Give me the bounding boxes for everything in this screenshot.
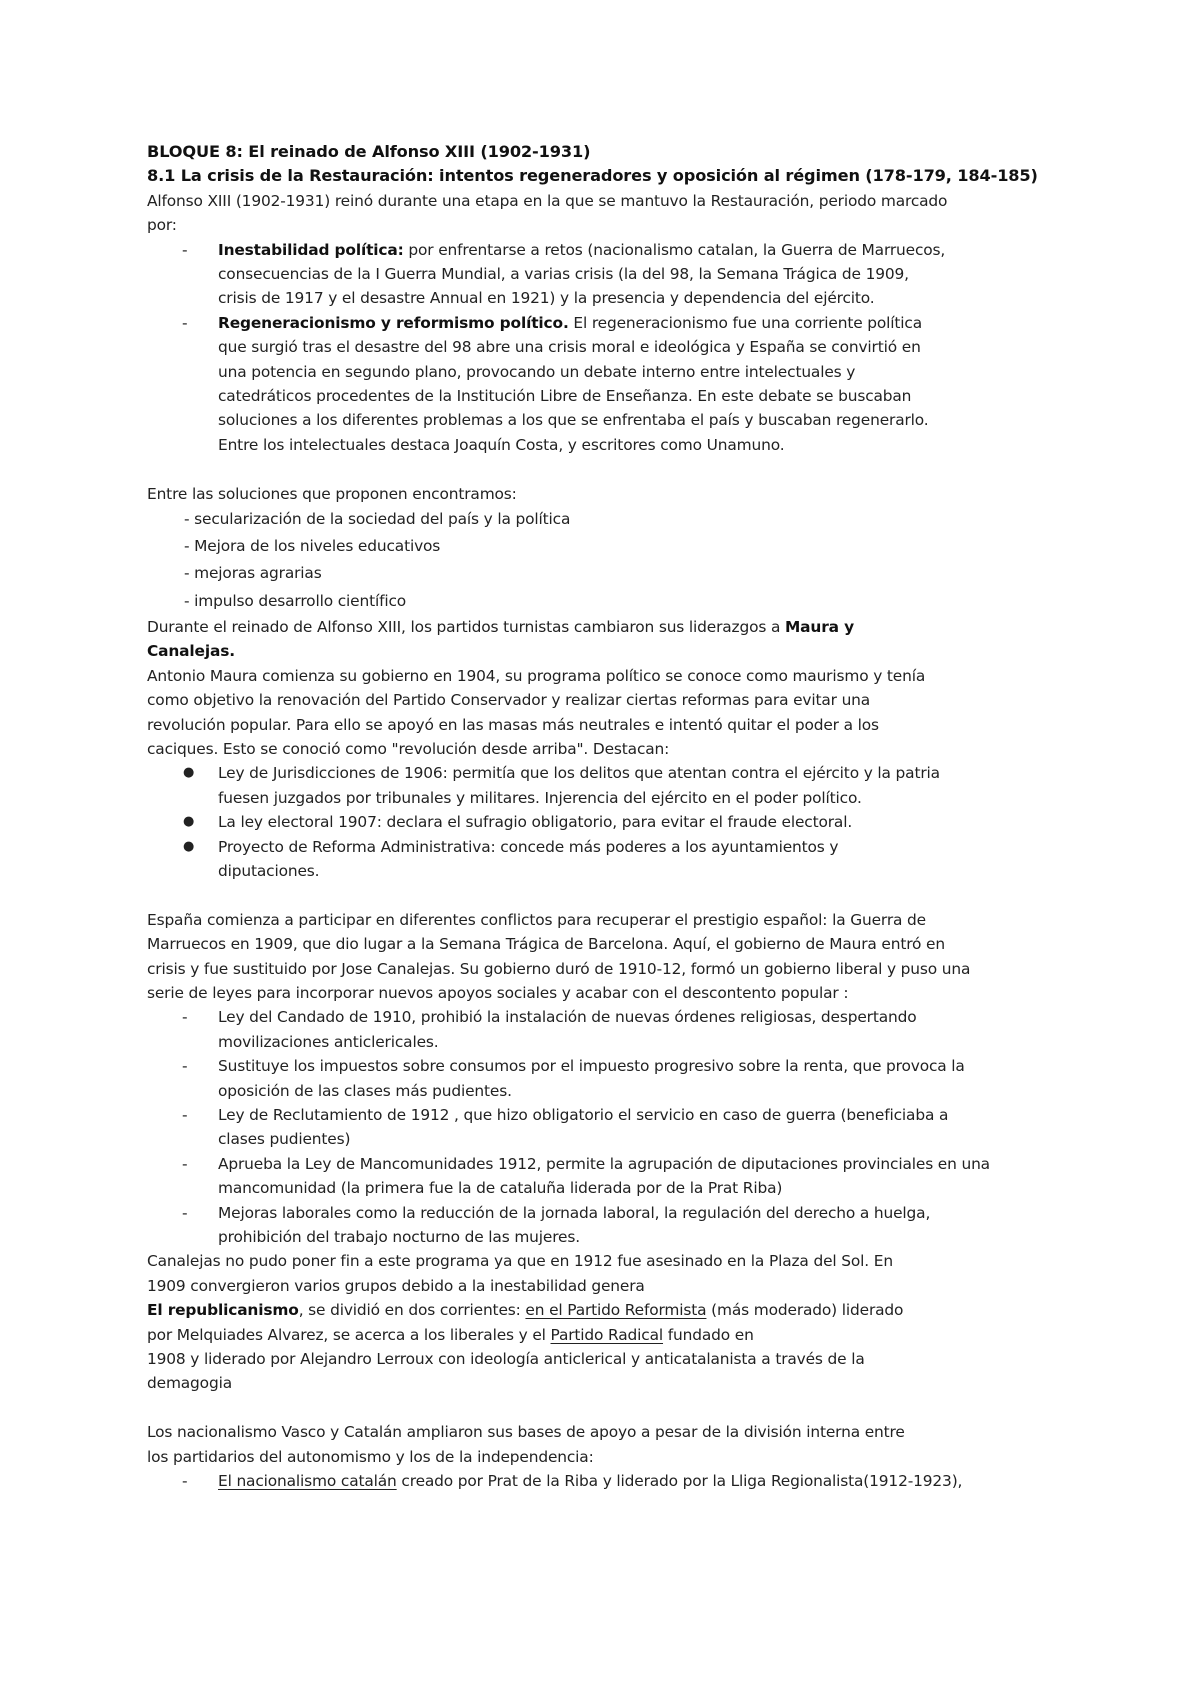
dash-marker: -: [182, 313, 188, 332]
list-item: [182, 1201, 990, 1250]
canalejas-end-line-2: 1909 convergieron varios grupos debido a la inestabilidad genera: [147, 1276, 645, 1295]
bullet-marker: ●: [183, 765, 195, 781]
list-item: [183, 761, 970, 810]
turnistas-leaders: Maura y Canalejas.: [147, 617, 854, 661]
turnistas-text: Durante el reinado de Alfonso XIII, los partidos turnistas cambiaron sus liderazgos a: [147, 617, 786, 636]
list-item: [182, 311, 950, 457]
item-text: El regeneracionismo fue una corriente política que surgió tras el desastre del 98 abre una crisis moral e ideológica y España se convirtió en una potencia en segundo plano, provocando un debate interno entre intelectuales y catedráticos procedentes de la Institución Libre de Enseñanza. En este debate se buscaban soluciones a los diferentes problemas a los que se enfrentaba el país y buscaban regenerarlo. Entre los intelectuales destaca Joaquín Costa, y escritores como Unamuno.: [218, 313, 929, 454]
paragraph-text: , se dividió en dos corrientes:: [298, 1301, 526, 1320]
dash-marker: -: [182, 1472, 188, 1491]
solutions-intro: Entre las soluciones que proponen encontramos:: [147, 484, 517, 503]
item-text: La ley electoral 1907: declara el sufragio obligatorio, para evitar el fraude electoral.: [218, 813, 853, 832]
bullet-marker: ●: [183, 814, 195, 830]
item-text: Ley del Candado de 1910, prohibió la instalación de nuevas órdenes religiosas, despertando movilizaciones anticlericales.: [218, 1008, 917, 1051]
dash-marker: -: [182, 240, 188, 259]
item-text: Ley de Jurisdicciones de 1906: permitía que los delitos que atentan contra el ejército y la patria fuesen juzgados por tribunales y militares. Injerencia del ejército en el poder político.: [218, 764, 940, 807]
paragraph-text: fundado en: [663, 1325, 754, 1344]
list-item: [182, 1054, 990, 1103]
list-item: [183, 835, 970, 884]
list-item: - Mejora de los niveles educativos: [184, 537, 441, 556]
item-text: Aprueba la Ley de Mancomunidades 1912, permite la agrupación de diputaciones provinciales en una mancomunidad (la primera fue la de cataluña liderada por de la Prat Riba): [218, 1154, 990, 1198]
list-item: [182, 1005, 990, 1054]
dash-marker: -: [182, 1057, 188, 1076]
section-heading: 8.1 La crisis de la Restauración: intentos regeneradores y oposición al régimen (178-179, 184-185): [147, 166, 1038, 186]
nacionalismo-line-1: Los nacionalismo Vasco y Catalán ampliaron sus bases de apoyo a pesar de la división interna entre: [147, 1423, 905, 1442]
paragraph-text: 1908 y liderado por Alejandro Lerroux con ideología anticlerical y anticatalanista a través de la: [147, 1350, 865, 1369]
list-item: [182, 1469, 1080, 1493]
intro-paragraph: Alfonso XIII (1902-1931) reinó durante una etapa en la que se mantuvo la Restauración, periodo marcado por:: [147, 191, 948, 235]
item-text: Mejoras laborales como la reducción de la jornada laboral, la regulación del derecho a huelga, prohibición del trabajo nocturno de las mujeres.: [218, 1203, 931, 1247]
restoration-features-list: [147, 238, 1080, 458]
item-text: Sustituye los impuestos sobre consumos por el impuesto progresivo sobre la renta, que provoca la oposición de las clases más pudientes.: [218, 1057, 965, 1100]
list-item: [182, 1152, 990, 1201]
list-item: [182, 238, 950, 311]
item-heading: Inestabilidad política:: [218, 240, 404, 259]
paragraph-text: por Melquiades Alvarez, se acerca a los liberales y el: [147, 1325, 551, 1344]
dash-marker: -: [182, 1203, 188, 1222]
dash-marker: -: [182, 1106, 188, 1124]
republicanismo-heading: El republicanismo: [147, 1301, 299, 1320]
document-title: BLOQUE 8: El reinado de Alfonso XIII (1902-1931): [147, 142, 591, 161]
item-text: Proyecto de Reforma Administrativa: concede más poderes a los ayuntamientos y diputaciones.: [218, 837, 839, 880]
list-item: [183, 810, 970, 834]
dash-marker: -: [182, 1154, 188, 1173]
nacionalismo-list: [147, 1469, 1080, 1493]
list-item: - secularización de la sociedad del país y la política: [184, 510, 571, 529]
nacionalismo-line-2: los partidarios del autonomismo y los de la independencia:: [147, 1447, 594, 1466]
item-text: Ley de Reclutamiento de 1912 , que hizo obligatorio el servicio en caso de guerra (beneficiaba a clases pudientes): [218, 1106, 949, 1149]
maura-reforms-list: [147, 761, 1080, 883]
partido-reformista-link: en el Partido Reformista: [525, 1301, 707, 1320]
espana-paragraph: España comienza a participar en diferentes conflictos para recuperar el prestigio español: la Guerra de Marruecos en 1909, que dio lugar a la Semana Trágica de Barcelona. Aquí, el gobierno de Maura entró en crisis y fue sustituido por Jose Canalejas. Su gobierno duró de 1910-12, formó un gobierno liberal y puso una serie de leyes para incorporar nuevos apoyos sociales y acabar con el descontento popular :: [147, 910, 971, 1002]
partido-radical-link: Partido Radical: [550, 1325, 664, 1344]
paragraph-text: demagogia: [147, 1374, 232, 1393]
item-heading: Regeneracionismo y reformismo político.: [218, 313, 569, 332]
turnistas-paragraph: [147, 615, 1080, 664]
item-text: por enfrentarse a retos (nacionalismo catalan, la Guerra de Marruecos, consecuencias de la I Guerra Mundial, a varias crisis (la del 98, la Semana Trágica de 1909, crisis de 1917 y el desastre Annual en 1921) y la presencia y dependencia del ejército.: [218, 240, 946, 308]
list-item: [182, 1103, 990, 1152]
canalejas-end-line-1: Canalejas no pudo poner fin a este programa ya que en 1912 fue asesinado en la Plaza del Sol. En: [147, 1252, 893, 1271]
solutions-list: [147, 506, 1080, 615]
canalejas-laws-list: [147, 1005, 1080, 1249]
list-item: - mejoras agrarias: [184, 564, 322, 583]
list-item: - impulso desarrollo científico: [184, 591, 407, 610]
bullet-marker: ●: [183, 838, 195, 854]
item-text: creado por Prat de la Riba y liderado por la Lliga Regionalista(1912-1923),: [396, 1472, 963, 1491]
republicanismo-paragraph: [147, 1298, 1080, 1396]
nacionalismo-catalan-link: El nacionalismo catalán: [218, 1472, 397, 1491]
dash-marker: -: [182, 1008, 188, 1027]
paragraph-text: (más moderado) liderado: [706, 1301, 904, 1320]
maura-paragraph: Antonio Maura comienza su gobierno en 1904, su programa político se conoce como maurismo y tenía como objetivo la renovación del Partido Conservador y realizar ciertas reformas para evitar una revolución popular. Para ello se apoyó en las masas más neutrales e intentó quitar el poder a los caciques. Esto se conoció como "revolución desde arriba". Destacan:: [147, 666, 926, 758]
